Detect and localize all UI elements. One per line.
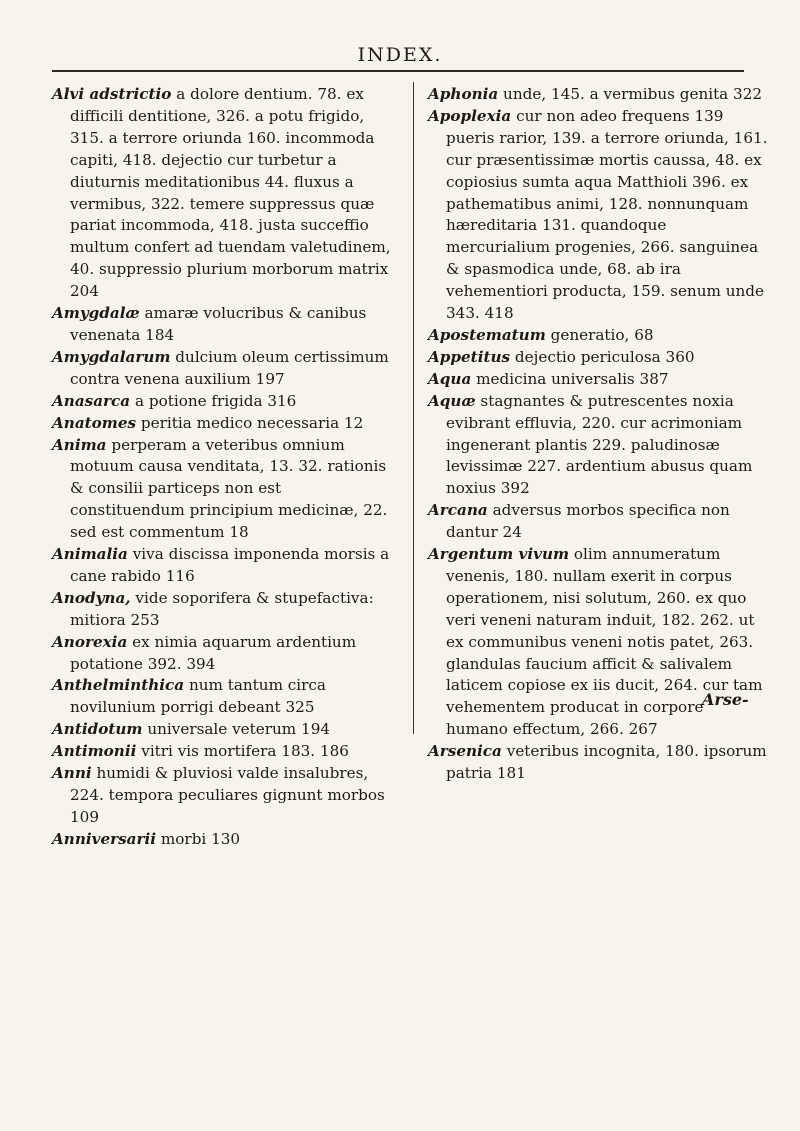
entry-headword: Aquæ (428, 391, 476, 410)
index-entry (428, 347, 768, 369)
entry-headword: Aphonia (428, 85, 499, 103)
header-rule (52, 70, 744, 72)
index-entry (428, 544, 768, 741)
entry-text: humidi & pluviosi valde insalubres, 224. tempora peculiares gignunt morbos 109 (70, 764, 385, 826)
entry-headword: Anniversarii (52, 829, 157, 848)
entry-headword: Apoplexia (428, 106, 512, 125)
index-entry (52, 84, 392, 303)
index-entry (428, 741, 768, 785)
entry-text: perperam a veteribus omnium motuum causa venditata, 13. 32. rationis & consilii particeps non est constituendum principium medicinæ, 22. sed est commentum 18 (70, 435, 388, 542)
entry-headword: Argentum vivum (428, 545, 570, 564)
entry-headword: Anorexia (52, 632, 128, 651)
entry-headword: Aqua (428, 369, 472, 388)
entry-headword: Arcana (428, 501, 488, 520)
entry-text: cur non adeo frequens 139 pueris rarior, 139. a terrore oriunda, 161. cur præsentissimæ mortis caussa, 48. ex copiosius sumta aqua Matthioli 396. ex pathematibus animi, 128. nonnunquam hæreditaria 131. quandoque mercurialium progenies, 266. sanguinea & spasmodica unde, 68. ab ira vehementiori producta, 159. senum unde 343. 418 (446, 106, 768, 323)
index-entry (52, 763, 392, 829)
entry-text: dejectio periculosa 360 (510, 347, 695, 366)
entry-text: peritia medico necessaria 12 (136, 413, 364, 432)
entry-headword: Arsenica (428, 742, 502, 761)
index-entry (52, 303, 392, 347)
entry-headword: Amygdalarum (52, 347, 171, 366)
index-entry (428, 106, 768, 325)
index-entry (52, 391, 392, 413)
entry-text: dulcium oleum certissimum contra venena auxilium 197 (70, 347, 389, 388)
entry-headword: Anni (52, 764, 92, 783)
entry-headword: Anatomes (52, 413, 137, 432)
entry-text: ex nimia aquarum ardentium potatione 392. 394 (70, 632, 357, 673)
entry-text: num tantum circa novilunium porrigi debeant 325 (70, 676, 326, 717)
index-entry (52, 347, 392, 391)
entry-text: morbi 130 (156, 829, 241, 848)
index-entry (52, 588, 392, 632)
index-entry (52, 675, 392, 719)
entry-text: medicina universalis 387 (471, 369, 669, 388)
catchword: Arse- (702, 690, 749, 709)
entry-headword: Anima (52, 435, 107, 454)
left-column (52, 84, 392, 851)
entry-text: viva discissa imponenda morsis a cane rabido 116 (70, 545, 390, 585)
entry-text: olim annumeratum venenis, 180. nullam exerit in corpus operationem, nisi solutum, 260. ex quo veri veneni naturam induit, 182. 262. ut ex communibus veneni notis patet, 263. glandulas faucium afficit & salivalem laticem copiose ex iis ducit, 264. cur tam vehementem producat in corpore humano effectum, 266. 267 (446, 545, 763, 739)
right-column (428, 84, 768, 785)
entry-text: a potione frigida 316 (130, 391, 297, 410)
entry-headword: Alvi adstrictio (52, 85, 172, 103)
entry-headword: Antidotum (52, 720, 143, 739)
index-entry (428, 391, 768, 501)
entry-text: generatio, 68 (545, 325, 654, 344)
entry-text: amaræ volucribus & canibus venenata 184 (70, 304, 367, 344)
entry-text: stagnantes & putrescentes noxia evibrant effluvia, 220. cur acrimoniam ingenerant plantis 229. paludinosæ levissimæ 227. ardentium abusus quam noxius 392 (446, 391, 753, 498)
entry-text: universale veterum 194 (142, 720, 331, 739)
entry-headword: Animalia (52, 545, 128, 564)
page-header: INDEX. (357, 44, 443, 66)
index-entry (52, 829, 392, 851)
index-entry (52, 719, 392, 741)
entry-text: vide soporifera & stupefactiva: mitiora 253 (70, 588, 374, 629)
entry-text: adversus morbos specifica non dantur 24 (446, 501, 730, 542)
index-entry (428, 500, 768, 544)
index-entry (52, 632, 392, 676)
index-entry (428, 325, 768, 347)
entry-text: a dolore dentium. 78. ex difficili dentitione, 326. a potu frigido, 315. a terrore oriunda 160. incommoda capiti, 418. dejectio cur turbetur a diuturnis meditationibus 44. fluxus a vermibus, 322. temere suppressus quæ pariat incommoda, 418. justa succeffio multum confert ad tuendam valetudinem, 40. suppressio plurium morborum matrix 204 (70, 85, 391, 301)
index-entry (52, 741, 392, 763)
column-divider (413, 82, 414, 734)
index-entry (52, 435, 392, 545)
entry-headword: Amygdalæ (52, 304, 140, 323)
entry-text: vitri vis mortifera 183. 186 (136, 742, 349, 761)
entry-text: veteribus incognita, 180. ipsorum patria 181 (446, 742, 767, 783)
entry-text: unde, 145. a vermibus genita 322 (498, 85, 763, 103)
entry-headword: Apostematum (428, 325, 546, 344)
entry-headword: Anthelminthica (52, 676, 185, 695)
entry-headword: Appetitus (428, 347, 511, 366)
entry-headword: Antimonii (52, 742, 137, 761)
index-entry (52, 413, 392, 435)
index-entry (428, 369, 768, 391)
index-entry (52, 544, 392, 588)
index-entry (428, 84, 768, 106)
entry-headword: Anasarca (52, 391, 131, 410)
entry-headword: Anodyna, (52, 588, 131, 607)
